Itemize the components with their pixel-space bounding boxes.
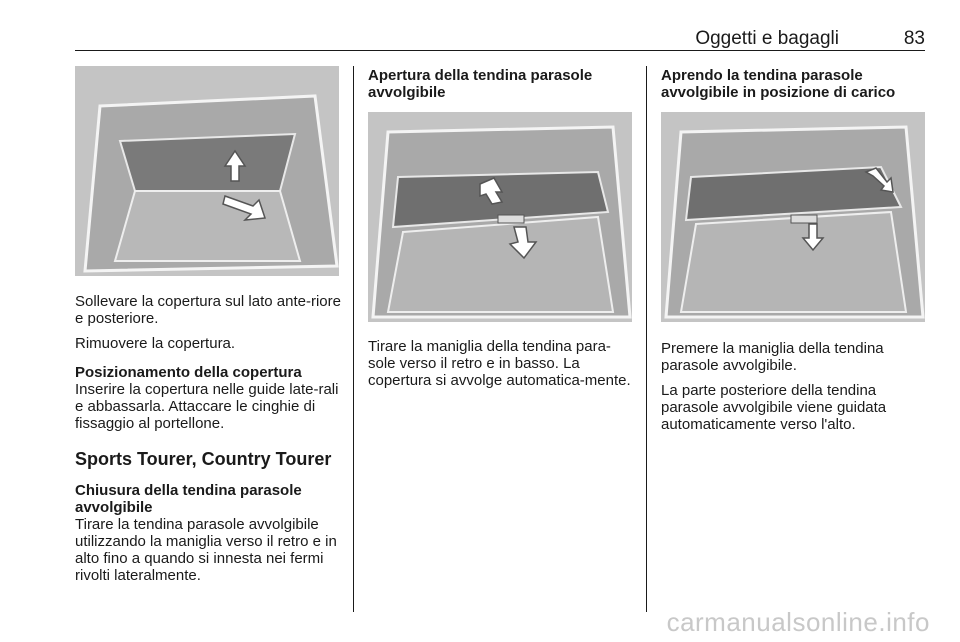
- page-header: [75, 28, 925, 52]
- paragraph: Rimuovere la copertura.: [75, 335, 236, 352]
- column-3-heading: [661, 67, 927, 101]
- column-2-heading: [368, 67, 634, 101]
- watermark: carmanualsonline.info: [666, 607, 930, 637]
- subheading: Chiusura della tendina parasole avvolgibile: [75, 482, 302, 516]
- cargo-cover-illustration-1: [75, 66, 339, 276]
- header-rule: [75, 50, 925, 51]
- paragraph: Sollevare la copertura sul lato ante-riore e posteriore.: [75, 293, 341, 327]
- cargo-cover-illustration-2: [368, 112, 632, 322]
- column-divider-1: [353, 66, 354, 612]
- cargo-cover-illustration-3: [661, 112, 925, 322]
- paragraph: La parte posteriore della tendina parasole avvolgibile viene guidata automaticamente verso l'alto.: [661, 382, 887, 433]
- section-title: Sports Tourer, Country Tourer: [75, 449, 332, 469]
- column-divider-2: [646, 66, 647, 612]
- column-1: [75, 293, 343, 592]
- subheading: Posizionamento della copertura: [75, 364, 302, 381]
- header-title: Oggetti e bagagli: [695, 28, 839, 49]
- paragraph: Premere la maniglia della tendina parasole avvolgibile.: [661, 340, 884, 374]
- subheading: Aprendo la tendina parasole avvolgibile in posizione di carico: [661, 67, 896, 101]
- paragraph: Tirare la maniglia della tendina para-sole verso il retro e in basso. La copertura si avvolge automatica-mente.: [368, 338, 631, 389]
- paragraph: Inserire la copertura nelle guide late-rali e abbassarla. Attaccare le cinghie di fissaggio al portellone.: [75, 381, 339, 432]
- paragraph: Tirare la tendina parasole avvolgibile utilizzando la maniglia verso il retro e in alto fino a quando si innesta nei fermi rivolti lateralmente.: [75, 516, 337, 584]
- subheading: Apertura della tendina parasole avvolgibile: [368, 67, 593, 101]
- column-3: [661, 340, 927, 441]
- page-number: 83: [903, 28, 925, 49]
- column-2: [368, 338, 634, 397]
